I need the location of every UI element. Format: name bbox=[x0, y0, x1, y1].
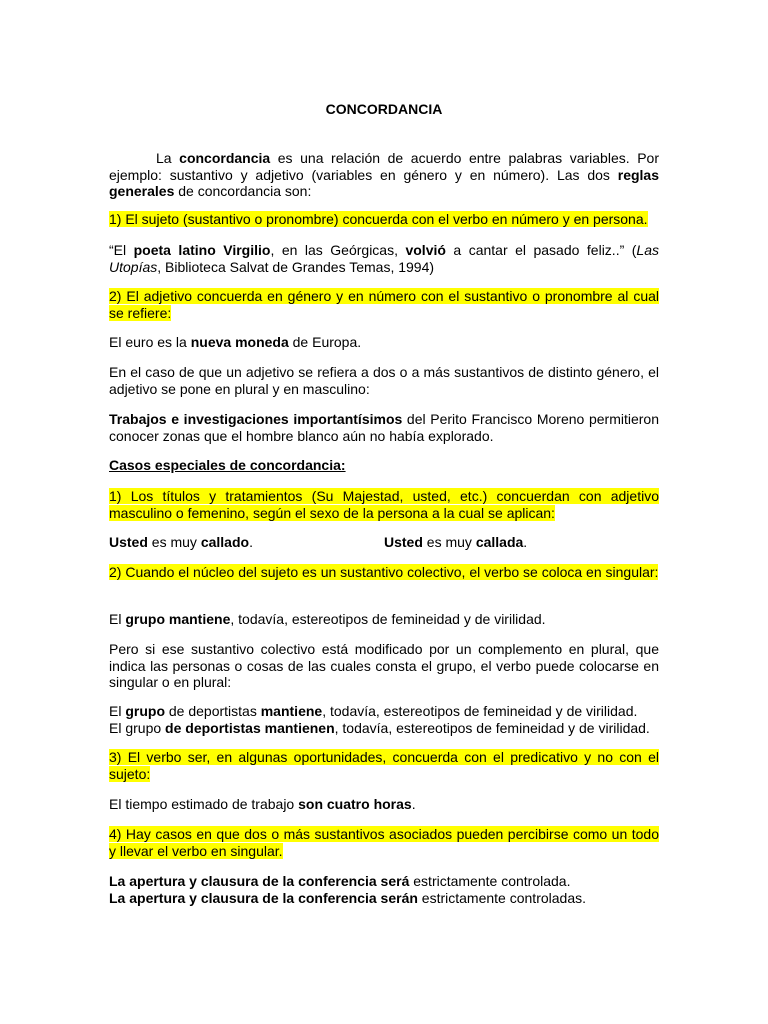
special-cases-heading-text: Casos especiales de concordancia: bbox=[109, 457, 346, 473]
example-text: del Perito Francisco Moreno permitieron conocer zonas que el hombre blanco aún no había explorado. bbox=[109, 411, 659, 444]
example-bold: La apertura y clausura de la conferencia serán bbox=[109, 889, 418, 906]
example-bold: volvió bbox=[405, 242, 446, 258]
case-3 bbox=[109, 749, 659, 782]
example-bold: poeta latino Virgilio bbox=[133, 242, 271, 258]
example-text: , Biblioteca Salvat de Grandes Temas, 1994) bbox=[157, 258, 435, 275]
rule-2-highlight: 2) El adjetivo concuerda en género y en número con el sustantivo o pronombre al cual se refiere: bbox=[109, 288, 659, 321]
example-text: es muy bbox=[422, 534, 476, 550]
example-bold: grupo bbox=[125, 703, 165, 719]
example-italic: Las Utopías bbox=[109, 242, 659, 275]
example-bold: son cuatro horas bbox=[298, 796, 412, 812]
case-3-highlight: 3) El verbo ser, en algunas oportunidades, concuerda con el predicativo y no con el sujeto: bbox=[109, 749, 659, 782]
example-5 bbox=[109, 611, 659, 628]
example-4-masculine bbox=[109, 534, 253, 551]
example-text: El bbox=[109, 611, 126, 627]
example-text: “El bbox=[109, 242, 134, 258]
example-bold: mantiene bbox=[260, 703, 323, 719]
rule-1 bbox=[109, 211, 659, 228]
example-bold: Usted bbox=[109, 534, 148, 550]
example-6-line-2 bbox=[109, 720, 659, 737]
case-2-highlight: 2) Cuando el núcleo del sujeto es un sustantivo colectivo, el verbo se coloca en singular: bbox=[109, 564, 659, 580]
example-text: estrictamente controladas. bbox=[417, 889, 587, 906]
intro-bold-term: reglas generales bbox=[109, 166, 659, 199]
example-text: estrictamente controlada. bbox=[409, 873, 571, 889]
example-8-line-2 bbox=[109, 890, 659, 907]
intro-text: de concordancia son: bbox=[174, 183, 312, 199]
intro-text: La bbox=[156, 150, 180, 166]
example-text: , todavía, estereotipos de femineidad y de virilidad. bbox=[230, 611, 546, 627]
example-6-line-1 bbox=[109, 703, 659, 720]
example-text: . bbox=[249, 534, 253, 550]
example-text: El bbox=[109, 703, 126, 719]
example-text: , todavía, estereotipos de femineidad y de virilidad. bbox=[334, 719, 650, 736]
case-2 bbox=[109, 564, 659, 581]
example-bold: La apertura y clausura de la conferencia será bbox=[109, 873, 410, 889]
rule-2 bbox=[109, 288, 659, 321]
example-text: es muy bbox=[147, 534, 201, 550]
intro-paragraph bbox=[109, 150, 659, 200]
page-title: CONCORDANCIA bbox=[325, 101, 443, 117]
example-4-feminine bbox=[384, 534, 527, 551]
example-8-line-1 bbox=[109, 873, 659, 890]
case-4 bbox=[109, 826, 659, 859]
example-7 bbox=[109, 796, 659, 813]
rule-1-highlight: 1) El sujeto (sustantivo o pronombre) concuerda con el verbo en número y en persona. bbox=[109, 211, 648, 227]
example-3 bbox=[109, 411, 659, 444]
intro-text: es una relación de acuerdo entre palabras variables. Por ejemplo: sustantivo y adjetivo (variables en género y en número). Las dos bbox=[109, 150, 659, 183]
example-text: , todavía, estereotipos de femineidad y de virilidad. bbox=[322, 703, 638, 719]
example-bold: callada bbox=[475, 534, 524, 550]
example-bold: Usted bbox=[384, 534, 423, 550]
example-2 bbox=[109, 334, 659, 351]
example-bold: callado bbox=[200, 534, 250, 550]
example-text: El grupo bbox=[109, 719, 166, 736]
example-6 bbox=[109, 703, 659, 736]
collective-paragraph: Pero si ese sustantivo colectivo está modificado por un complemento en plural, que indica las personas o cosas de las cuales consta el grupo, el verbo puede colocarse en singular o en plural: bbox=[109, 641, 659, 690]
example-bold: Trabajos e investigaciones importantísimos bbox=[109, 411, 403, 427]
example-text: de deportistas bbox=[165, 703, 261, 719]
example-1 bbox=[109, 242, 659, 275]
case-1 bbox=[109, 488, 659, 521]
case-1-highlight: 1) Los títulos y tratamientos (Su Majestad, usted, etc.) concuerdan con adjetivo masculino o femenino, según el sexo de la persona a la cual se aplican: bbox=[109, 488, 659, 521]
example-text: El tiempo estimado de trabajo bbox=[109, 796, 299, 812]
adjective-paragraph: En el caso de que un adjetivo se refiera a dos o a más sustantivos de distinto género, el adjetivo se pone en plural y en masculino: bbox=[109, 364, 659, 397]
example-text: a cantar el pasado feliz..” ( bbox=[445, 242, 637, 258]
intro-bold-term: concordancia bbox=[179, 150, 271, 166]
example-text: . bbox=[523, 534, 528, 550]
example-bold: nueva moneda bbox=[190, 334, 289, 350]
example-text: . bbox=[411, 796, 416, 812]
example-text: El euro es la bbox=[109, 334, 191, 350]
case-4-highlight: 4) Hay casos en que dos o más sustantivos asociados pueden percibirse como un todo y llevar el verbo en singular. bbox=[109, 826, 659, 859]
example-8 bbox=[109, 873, 659, 906]
example-bold: de deportistas mantienen bbox=[165, 719, 335, 736]
example-text: , en las Geórgicas, bbox=[270, 242, 406, 258]
example-bold: grupo mantiene bbox=[125, 611, 231, 627]
example-text: de Europa. bbox=[288, 334, 362, 350]
special-cases-heading bbox=[109, 457, 659, 474]
